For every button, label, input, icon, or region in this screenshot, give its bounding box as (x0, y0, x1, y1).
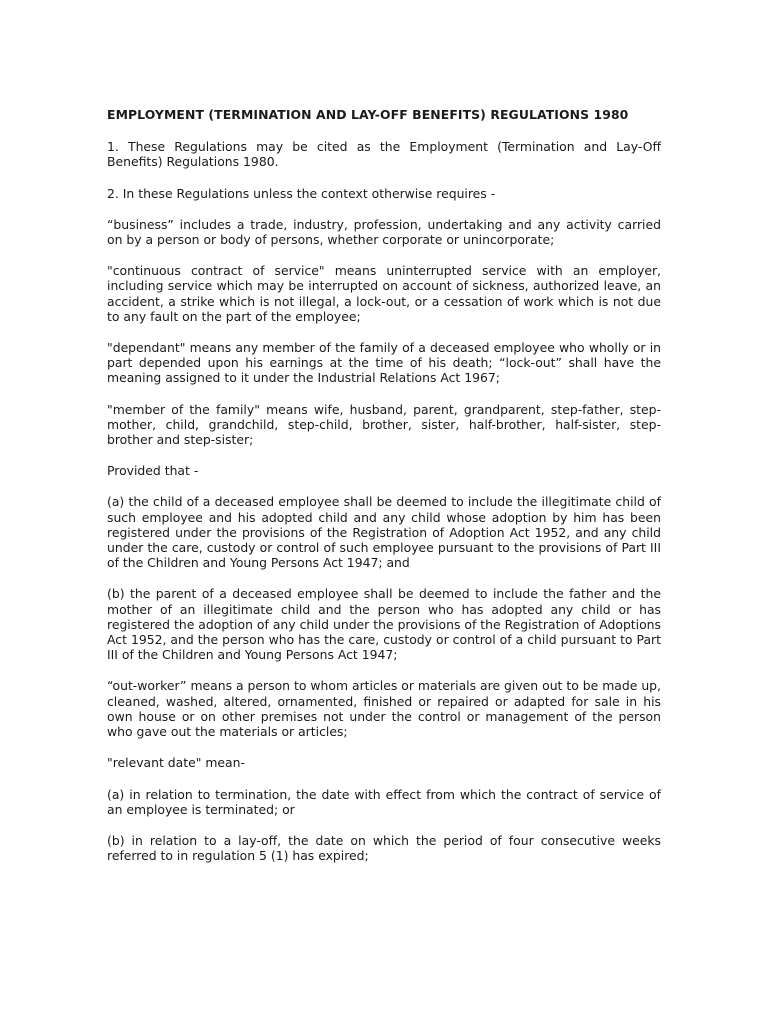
citation-paragraph: 1. These Regulations may be cited as the Employment (Termination and Lay-Off Benefits) Regulations 1980. (107, 139, 661, 170)
proviso-a: (a) the child of a deceased employee shall be deemed to include the illegitimate child of such employee and his adopted child and any child whose adoption by him has been registered under the provisions of the Registration of Adoption Act 1952, and any child under the care, custody or control of such employee pursuant to the provisions of Part III of the Children and Young Persons Act 1947; and (107, 494, 661, 571)
definition-dependant: "dependant" means any member of the family of a deceased employee who wholly or in part depended upon his earnings at the time of his death; “lock-out” shall have the meaning assigned to it under the Industrial Relations Act 1967; (107, 340, 661, 386)
proviso-intro: Provided that - (107, 463, 199, 479)
definition-relevant-date: "relevant date" mean- (107, 755, 245, 771)
document-page (107, 107, 661, 879)
document-title: EMPLOYMENT (TERMINATION AND LAY-OFF BENEFITS) REGULATIONS 1980 (107, 107, 629, 122)
definition-business: “business” includes a trade, industry, profession, undertaking and any activity carried on by a person or body of persons, whether corporate or unincorporate; (107, 216, 661, 248)
definition-continuous-contract: "continuous contract of service" means uninterrupted service with an employer, including service which may be interrupted on account of sickness, authorized leave, an accident, a strike which is not illegal, a lock-out, or a cessation of work which is not due to any fault on the part of the employee; (107, 263, 661, 324)
relevant-date-a: (a) in relation to termination, the date with effect from which the contract of service of an employee is terminated; or (107, 786, 661, 817)
definition-member-of-family: "member of the family" means wife, husband, parent, grandparent, step-father, step-mother, child, grandchild, step-child, brother, sister, half-brother, half-sister, step-brother and step-sister; (107, 401, 661, 448)
proviso-b: (b) the parent of a deceased employee shall be deemed to include the father and the mother of an illegitimate child and the person who has adopted any child or has registered the adoption of any child under the provisions of the Registration of Adoptions Act 1952, and the person who has the care, custody or control of a child pursuant to Part III of the Children and Young Persons Act 1947; (107, 586, 661, 663)
interpretation-intro: 2. In these Regulations unless the context otherwise requires - (107, 185, 496, 201)
definition-out-worker: “out-worker” means a person to whom articles or materials are given out to be made up, cleaned, washed, altered, ornamented, finished or repaired or adapted for sale in his own house or on other premises not under the control or management of the person who gave out the materials or articles; (107, 678, 661, 740)
relevant-date-b: (b) in relation to a lay-off, the date on which the period of four consecutive weeks referred to in regulation 5 (1) has expired; (107, 832, 661, 864)
